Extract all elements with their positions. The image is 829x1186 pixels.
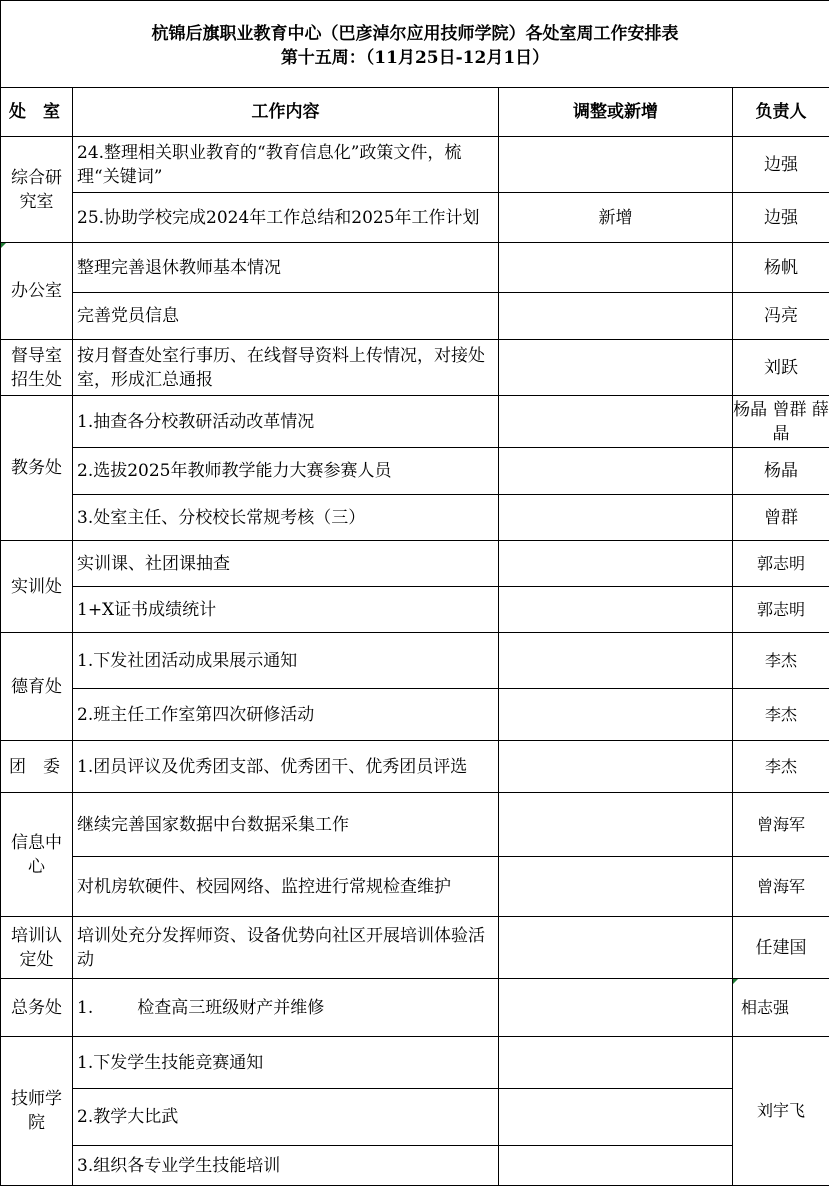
sheet-title bbox=[1, 1, 829, 88]
work-content: 3.组织各专业学生技能培训 bbox=[73, 1146, 499, 1186]
table-row bbox=[1, 137, 829, 193]
cell-note-marker bbox=[1, 243, 6, 248]
table-row bbox=[1, 243, 829, 293]
adjust-cell bbox=[499, 396, 733, 448]
table-row bbox=[1, 1146, 829, 1186]
dept-cell: 实训处 bbox=[1, 541, 73, 633]
adjust-cell bbox=[499, 340, 733, 396]
work-content bbox=[73, 979, 499, 1037]
work-content: 1.团员评议及优秀团支部、优秀团干、优秀团员评选 bbox=[73, 741, 499, 793]
adjust-cell bbox=[499, 689, 733, 741]
adjust-cell bbox=[499, 587, 733, 633]
title-line-2: 第十五周：（11月25日-12月1日） bbox=[280, 48, 550, 68]
header-row bbox=[1, 88, 829, 137]
adjust-cell bbox=[499, 293, 733, 340]
dept-cell: 教务处 bbox=[1, 396, 73, 541]
table-row bbox=[1, 793, 829, 857]
dept-cell: 德育处 bbox=[1, 633, 73, 741]
item-number: 1. bbox=[77, 997, 94, 1018]
owner-cell: 李杰 bbox=[733, 689, 829, 741]
table-row bbox=[1, 541, 829, 587]
table-row bbox=[1, 448, 829, 495]
owner-cell: 边强 bbox=[733, 193, 829, 243]
table-row bbox=[1, 495, 829, 541]
adjust-cell bbox=[499, 917, 733, 979]
owner-cell: 冯亮 bbox=[733, 293, 829, 340]
work-content: 2.选拔2025年教师教学能力大赛参赛人员 bbox=[73, 448, 499, 495]
work-content: 24.整理相关职业教育的“教育信息化”政策文件，梳理“关键词” bbox=[73, 137, 499, 193]
table-row bbox=[1, 741, 829, 793]
owner-cell: 李杰 bbox=[733, 633, 829, 689]
table-row bbox=[1, 979, 829, 1037]
owner-cell: 边强 bbox=[733, 137, 829, 193]
owner-cell: 杨晶 曾群 薛晶 bbox=[733, 396, 829, 448]
owner-cell: 郭志明 bbox=[733, 587, 829, 633]
dept-cell: 培训认定处 bbox=[1, 917, 73, 979]
owner-cell: 刘跃 bbox=[733, 340, 829, 396]
adjust-cell bbox=[499, 243, 733, 293]
work-content: 2.教学大比武 bbox=[73, 1089, 499, 1146]
work-content: 1.下发社团活动成果展示通知 bbox=[73, 633, 499, 689]
adjust-cell bbox=[499, 1037, 733, 1089]
table-row bbox=[1, 917, 829, 979]
adjust-cell bbox=[499, 741, 733, 793]
title-line-1: 杭锦后旗职业教育中心（巴彦淖尔应用技师学院）各处室周工作安排表 bbox=[151, 24, 679, 44]
table-row bbox=[1, 587, 829, 633]
header-office: 处 室 bbox=[1, 88, 73, 137]
adjust-cell bbox=[499, 1089, 733, 1146]
dept-cell: 综合研究室 bbox=[1, 137, 73, 243]
owner-cell: 李杰 bbox=[733, 741, 829, 793]
adjust-cell bbox=[499, 448, 733, 495]
work-content: 实训课、社团课抽查 bbox=[73, 541, 499, 587]
dept-cell: 信息中心 bbox=[1, 793, 73, 917]
adjust-cell bbox=[499, 1146, 733, 1186]
work-content: 1.抽查各分校教研活动改革情况 bbox=[73, 396, 499, 448]
work-content: 继续完善国家数据中台数据采集工作 bbox=[73, 793, 499, 857]
table-row bbox=[1, 340, 829, 396]
work-content: 完善党员信息 bbox=[73, 293, 499, 340]
table-row bbox=[1, 193, 829, 243]
owner-cell: 郭志明 bbox=[733, 541, 829, 587]
owner-cell: 杨帆 bbox=[733, 243, 829, 293]
work-content: 1.下发学生技能竞赛通知 bbox=[73, 1037, 499, 1089]
dept-cell: 办公室 bbox=[1, 243, 73, 340]
work-content: 25.协助学校完成2024年工作总结和2025年工作计划 bbox=[73, 193, 499, 243]
work-content: 3.处室主任、分校校长常规考核（三） bbox=[73, 495, 499, 541]
table-row bbox=[1, 1089, 829, 1146]
work-content: 按月督查处室行事历、在线督导资料上传情况，对接处室，形成汇总通报 bbox=[73, 340, 499, 396]
table-row bbox=[1, 689, 829, 741]
owner-cell: 曾群 bbox=[733, 495, 829, 541]
owner-cell: 刘宇飞 bbox=[733, 1037, 829, 1186]
table-row bbox=[1, 1037, 829, 1089]
dept-cell: 技师学院 bbox=[1, 1037, 73, 1186]
work-content: 2.班主任工作室第四次研修活动 bbox=[73, 689, 499, 741]
table-row bbox=[1, 857, 829, 917]
item-text: 检查高三班级财产并维修 bbox=[137, 997, 325, 1018]
dept-cell: 总务处 bbox=[1, 979, 73, 1037]
table-row bbox=[1, 293, 829, 340]
dept-cell: 团 委 bbox=[1, 741, 73, 793]
adjust-cell bbox=[499, 793, 733, 857]
header-adjust: 调整或新增 bbox=[499, 88, 733, 137]
adjust-cell bbox=[499, 541, 733, 587]
owner-cell: 曾海军 bbox=[733, 857, 829, 917]
owner-cell: 任建国 bbox=[733, 917, 829, 979]
adjust-cell: 新增 bbox=[499, 193, 733, 243]
table-row bbox=[1, 633, 829, 689]
work-content: 对机房软硬件、校园网络、监控进行常规检查维护 bbox=[73, 857, 499, 917]
work-content: 培训处充分发挥师资、设备优势向社区开展培训体验活动 bbox=[73, 917, 499, 979]
owner-cell: 杨晶 bbox=[733, 448, 829, 495]
header-content: 工作内容 bbox=[73, 88, 499, 137]
header-owner: 负责人 bbox=[733, 88, 829, 137]
adjust-cell bbox=[499, 979, 733, 1037]
cell-note-marker bbox=[733, 979, 738, 984]
title-row bbox=[1, 1, 829, 88]
work-content: 1+X证书成绩统计 bbox=[73, 587, 499, 633]
work-content: 整理完善退休教师基本情况 bbox=[73, 243, 499, 293]
adjust-cell bbox=[499, 495, 733, 541]
owner-cell: 相志强 bbox=[733, 979, 829, 1037]
adjust-cell bbox=[499, 137, 733, 193]
adjust-cell bbox=[499, 857, 733, 917]
table-row bbox=[1, 396, 829, 448]
dept-cell: 督导室招生处 bbox=[1, 340, 73, 396]
adjust-cell bbox=[499, 633, 733, 689]
owner-cell: 曾海军 bbox=[733, 793, 829, 857]
